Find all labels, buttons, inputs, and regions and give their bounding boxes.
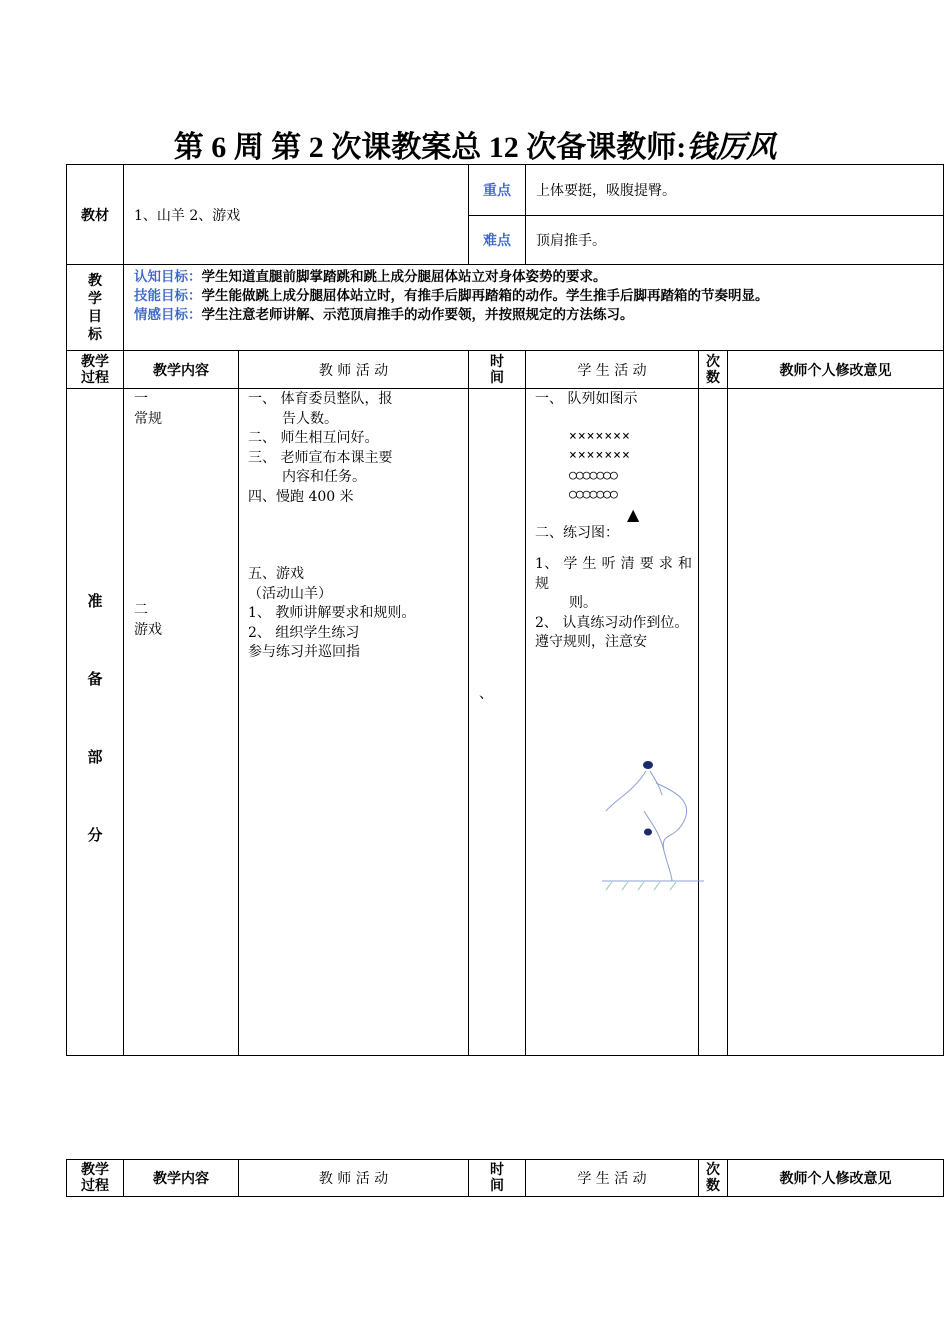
practice-diagram-figure — [564, 751, 704, 897]
student-line: 一、 队列如图示 — [535, 391, 638, 407]
col-process: 教学过程 — [67, 1160, 124, 1197]
teacher-line: 三、 老师宣布本课主要 — [248, 449, 393, 466]
teacher-position-marker: ▲ — [627, 504, 640, 524]
lesson-plan-table — [66, 164, 944, 1056]
col-teacher: 教 师 活 动 — [239, 351, 469, 389]
formation-row: ××××××× — [569, 448, 631, 463]
jiaocai-label: 教材 — [67, 165, 124, 265]
goals-label-char: 标 — [88, 326, 102, 343]
col-count: 次数 — [699, 1160, 728, 1197]
content-2: 游戏 — [134, 621, 162, 638]
zhongdian-label: 重点 — [469, 165, 526, 216]
col-process: 教学过程 — [67, 351, 124, 389]
teacher-line: 五、游戏 — [248, 566, 304, 582]
nandian-value: 顶肩推手。 — [526, 216, 944, 265]
section-char: 准 — [87, 591, 103, 610]
section-char: 部 — [87, 747, 103, 766]
section-char: 备 — [87, 669, 103, 688]
teacher-line: 内容和任务。 — [282, 469, 366, 485]
col-content: 教学内容 — [124, 351, 239, 389]
teacher-line: 四、慢跑 400 米 — [248, 488, 354, 505]
teacher-line: 参与练习并巡回指 — [248, 644, 360, 660]
student-line: 2、 认真练习动作到位。 — [535, 614, 689, 631]
student-line: 遵守规则，注意安 — [535, 634, 648, 650]
goal-skill: 技能目标：学生能做跳上成分腿屈体站立时，有推手后脚再踏箱的动作。学生推手后脚再踏箱的节奏明显。 — [134, 288, 769, 304]
teacher-line: 2、 组织学生练习 — [248, 624, 360, 641]
student-cell — [526, 389, 699, 1056]
section-label — [67, 389, 124, 1056]
formation-row: ○○○○○○○ — [569, 487, 617, 502]
time-cell — [469, 389, 526, 1056]
col-count: 次数 — [699, 351, 728, 389]
goals-label-char: 学 — [88, 290, 102, 307]
col-teacher: 教 师 活 动 — [239, 1160, 469, 1197]
section-char: 分 — [87, 825, 103, 844]
title-text: 第 6 周 第 2 次课教案总 12 次备课教师: — [173, 131, 687, 164]
goals-label-char: 教 — [88, 272, 102, 289]
col-time: 时间 — [469, 1160, 526, 1197]
col-opinion: 教师个人修改意见 — [728, 1160, 944, 1197]
nandian-label: 难点 — [469, 216, 526, 265]
teacher-line: 告人数。 — [282, 410, 338, 427]
teacher-line: 1、 教师讲解要求和规则。 — [248, 605, 416, 621]
content-2-num: 二 — [134, 602, 148, 618]
count-cell — [699, 389, 728, 1056]
teacher-line: （活动山羊） — [248, 585, 332, 602]
goals-label — [67, 265, 124, 351]
student-line: 1、 学 生 听 清 要 求 和 规 — [535, 556, 693, 592]
lesson-plan-table-2 — [66, 1159, 944, 1197]
teacher-line: 一、 体育委员整队，报 — [248, 391, 393, 407]
student-line: 二、练习图： — [535, 524, 620, 541]
col-student: 学 生 活 动 — [526, 351, 699, 389]
opinion-cell — [728, 389, 944, 1056]
time-mark: 、 — [479, 686, 494, 702]
figure-head-top — [643, 761, 653, 769]
teacher-signature: 钱厉风 — [686, 130, 777, 165]
content-cell — [124, 389, 239, 1056]
goal-cognitive: 认知目标：学生知道直腿前脚掌踏跳和跳上成分腿屈体站立对身体姿势的要求。 — [134, 269, 607, 285]
jiaocai-value: 1、山羊 2、游戏 — [124, 165, 469, 265]
goal-emotion: 情感目标：学生注意老师讲解、示范顶肩推手的动作要领，并按照规定的方法练习。 — [134, 307, 634, 323]
zhongdian-value: 上体要挺，吸腹提臀。 — [526, 165, 944, 216]
content-1-num: 一 — [134, 391, 148, 407]
content-1: 常规 — [134, 410, 162, 427]
formation-row: ○○○○○○○ — [569, 467, 617, 483]
teacher-cell — [239, 389, 469, 1056]
page-title — [0, 122, 950, 166]
col-time: 时间 — [469, 351, 526, 389]
student-line: 则。 — [569, 595, 598, 611]
col-content: 教学内容 — [124, 1160, 239, 1197]
teacher-line: 二、 师生相互问好。 — [248, 430, 379, 446]
formation-row: ××××××× — [569, 428, 631, 444]
figure-head-bottom — [644, 829, 652, 836]
goals-label-char: 目 — [88, 308, 102, 325]
col-opinion: 教师个人修改意见 — [728, 351, 944, 389]
goals-content — [124, 265, 944, 351]
col-student: 学 生 活 动 — [526, 1160, 699, 1197]
